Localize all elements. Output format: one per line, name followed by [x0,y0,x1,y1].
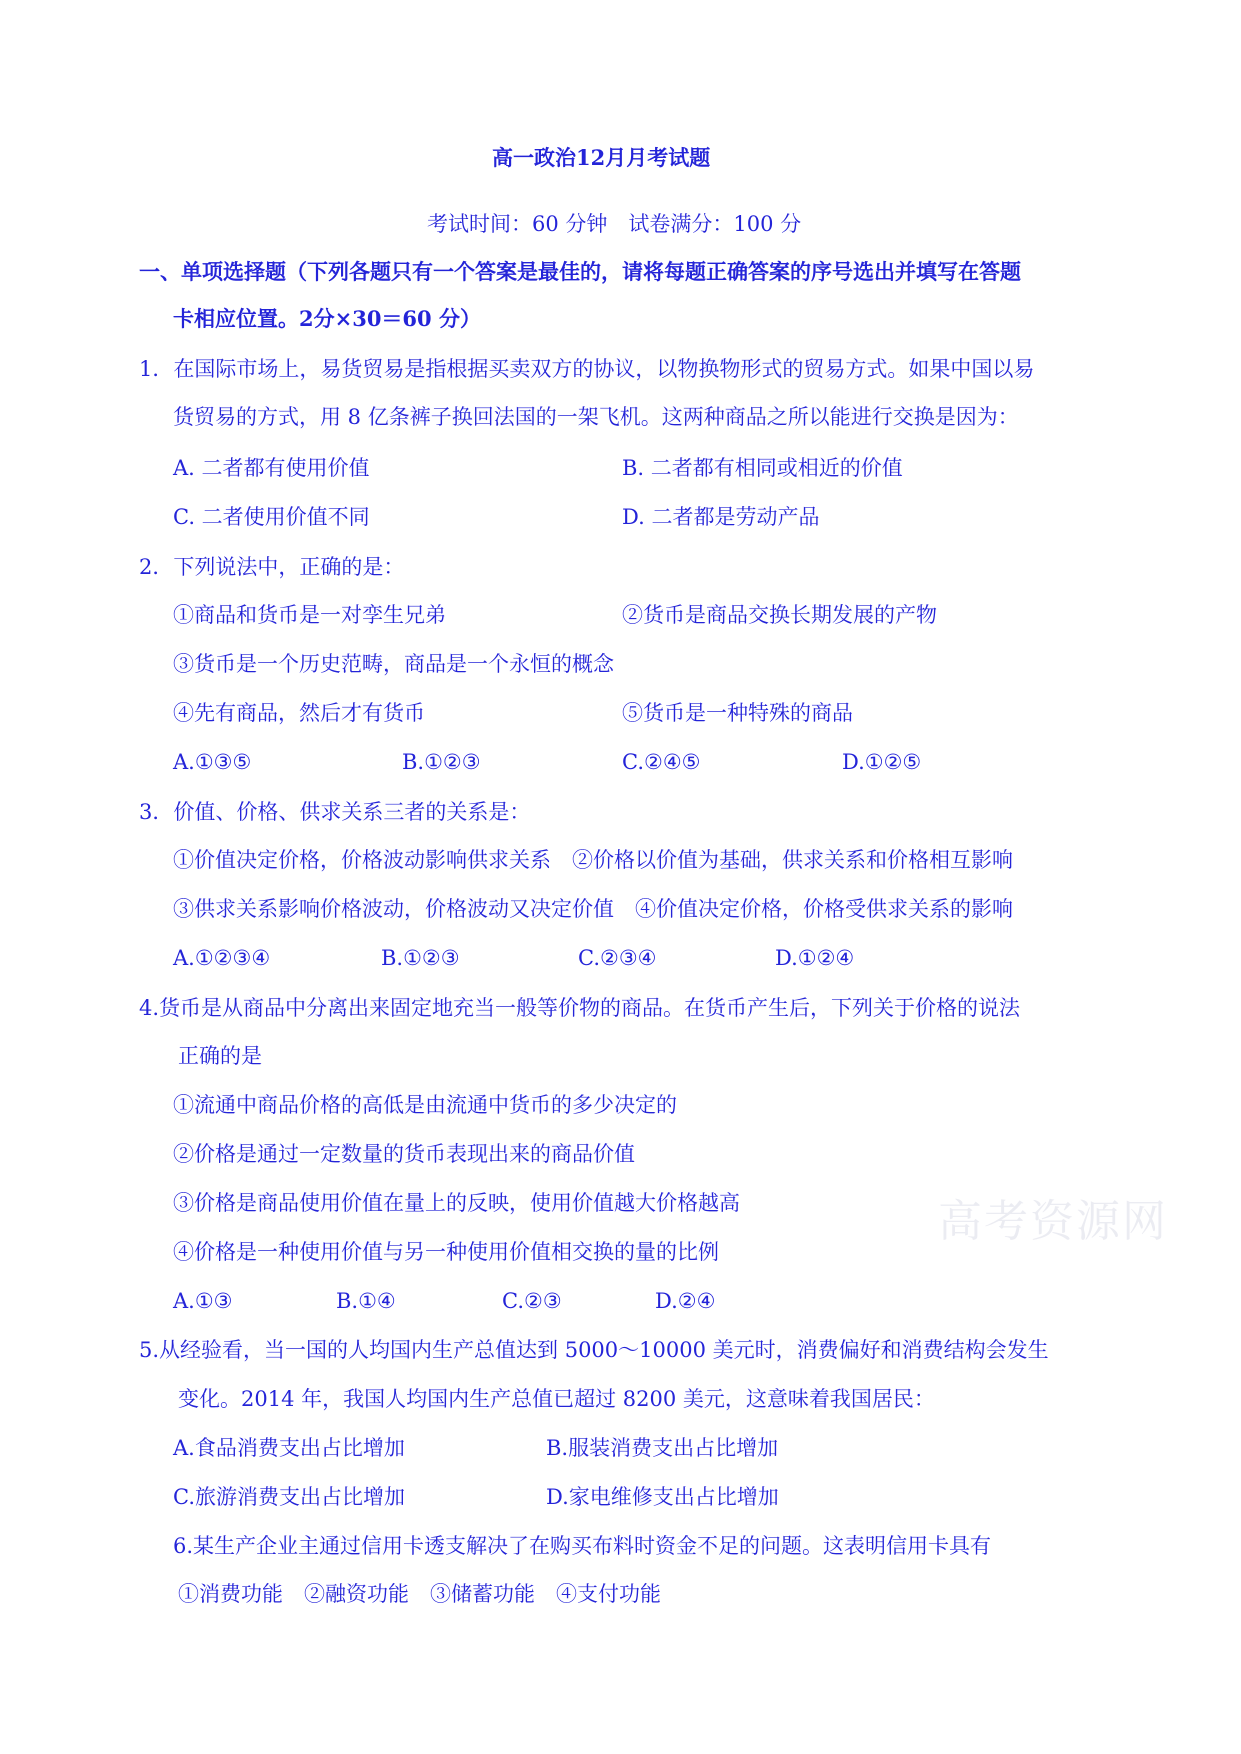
question-5-stem-cont: 变化。2014 年，我国人均国内生产总值已超过 8200 美元，这意味着我国居民： [178,1387,935,1411]
question-3-option-b: B.①②③ [381,946,460,970]
page-title: 高一政治12月月考试题 [492,145,711,170]
question-3-stem: 3．价值、价格、供求关系三者的关系是： [139,800,531,824]
question-2-statement-2: ②货币是商品交换长期发展的产物 [622,603,937,627]
question-3-statements-3-4: ③供求关系影响价格波动，价格波动又决定价值 ④价值决定价格，价格受供求关系的影响 [173,897,1013,921]
question-3-option-c: C.②③④ [578,946,657,970]
question-2-option-a: A.①③⑤ [173,750,252,774]
question-2-option-b: B.①②③ [402,750,481,774]
question-6-stem: 6.某生产企业主通过信用卡透支解决了在购买布料时资金不足的问题。这表明信用卡具有 [173,1534,992,1558]
question-5-option-d: D.家电维修支出占比增加 [546,1485,779,1509]
question-2-option-c: C.②④⑤ [622,750,701,774]
question-4-statement-4: ④价格是一种使用价值与另一种使用价值相交换的量的比例 [173,1240,719,1264]
section-heading: 一、单项选择题（下列各题只有一个答案是最佳的，请将每题正确答案的序号选出并填写在答题 [139,259,1021,284]
question-1-stem-cont: 货贸易的方式，用 8 亿条裤子换回法国的一架飞机。这两种商品之所以能进行交换是因为： [173,405,1019,429]
watermark: 高考资源网 [938,1196,1168,1247]
question-4-statement-2: ②价格是通过一定数量的货币表现出来的商品价值 [173,1142,635,1166]
question-4-stem: 4.货币是从商品中分离出来固定地充当一般等价物的商品。在货币产生后，下列关于价格的说法 [139,996,1021,1020]
exam-info: 考试时间：60 分钟 试卷满分：100 分 [427,212,802,236]
question-2-statement-5: ⑤货币是一种特殊的商品 [622,701,853,725]
question-4-statement-1: ①流通中商品价格的高低是由流通中货币的多少决定的 [173,1093,677,1117]
question-2-statement-1: ①商品和货币是一对孪生兄弟 [173,603,446,627]
question-2-statement-4: ④先有商品，然后才有货币 [173,701,425,725]
question-5-stem: 5.从经验看，当一国的人均国内生产总值达到 5000～10000 美元时，消费偏好和消费结构会发生 [139,1338,1049,1362]
question-4-stem-cont: 正确的是 [178,1044,262,1068]
question-4-option-c: C.②③ [502,1289,562,1313]
question-5-option-b: B.服装消费支出占比增加 [546,1436,779,1460]
question-3-option-a: A.①②③④ [173,946,271,970]
question-2-stem: 2．下列说法中，正确的是： [139,555,405,579]
question-3-statements-1-2: ①价值决定价格，价格波动影响供求关系 ②价格以价值为基础，供求关系和价格相互影响 [173,848,1013,872]
question-1-option-b: B. 二者都有相同或相近的价值 [622,456,903,480]
section-heading-cont: 卡相应位置。2分×30＝60 分） [173,306,481,331]
question-1-option-a: A. 二者都有使用价值 [173,456,370,480]
question-4-option-d: D.②④ [655,1289,716,1313]
question-4-statement-3: ③价格是商品使用价值在量上的反映，使用价值越大价格越高 [173,1191,740,1215]
question-5-option-c: C.旅游消费支出占比增加 [173,1485,405,1509]
question-1-stem: 1．在国际市场上，易货贸易是指根据买卖双方的协议，以物换物形式的贸易方式。如果中国以易 [139,357,1035,381]
question-5-option-a: A.食品消费支出占比增加 [173,1436,405,1460]
question-1-option-d: D. 二者都是劳动产品 [622,505,820,529]
question-2-option-d: D.①②⑤ [842,750,922,774]
question-6-options: ①消费功能 ②融资功能 ③储蓄功能 ④支付功能 [178,1582,661,1606]
question-4-option-a: A.①③ [173,1289,233,1313]
question-2-statement-3: ③货币是一个历史范畴，商品是一个永恒的概念 [173,652,614,676]
question-1-option-c: C. 二者使用价值不同 [173,505,370,529]
question-4-option-b: B.①④ [336,1289,396,1313]
question-3-option-d: D.①②④ [775,946,855,970]
